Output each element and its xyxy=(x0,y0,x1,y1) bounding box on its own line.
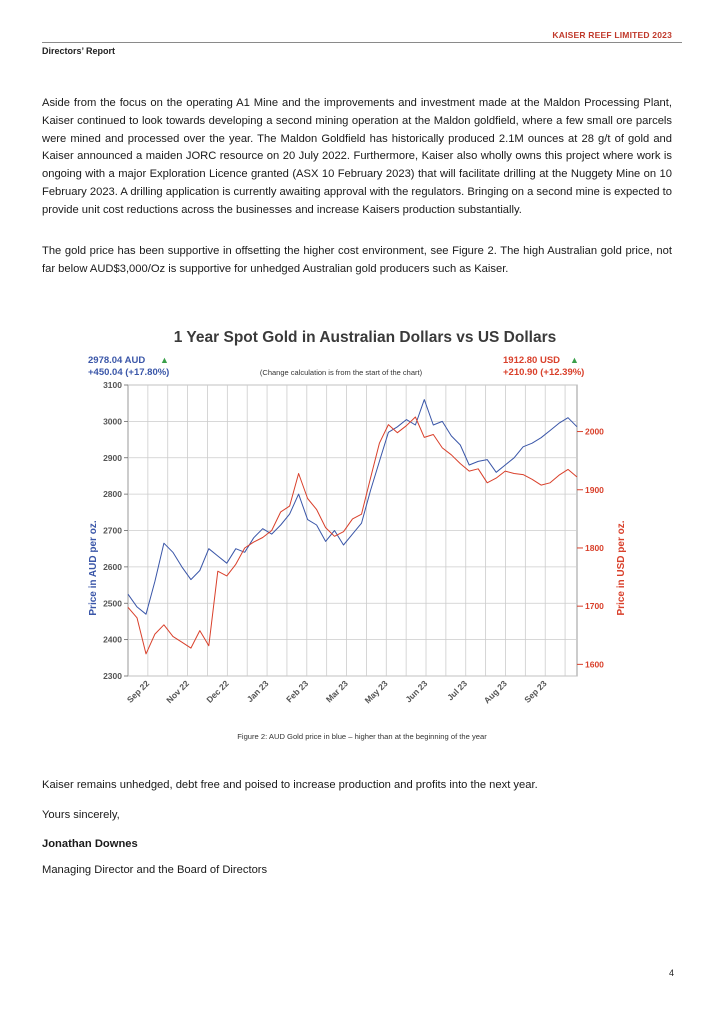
x-tick-label: Aug 23 xyxy=(481,678,509,706)
x-tick-label: Sep 22 xyxy=(124,678,152,705)
valediction: Yours sincerely, xyxy=(42,809,120,821)
x-tick-label: Feb 23 xyxy=(284,678,311,705)
y2-tick-label: 1600 xyxy=(585,659,604,670)
signer-role: Managing Director and the Board of Directors xyxy=(42,864,268,876)
aud-up-arrow-icon: ▲ xyxy=(160,355,169,365)
x-tick-label: Nov 22 xyxy=(164,678,192,706)
x-tick-label: Jan 23 xyxy=(244,678,271,705)
x-tick-label: Jun 23 xyxy=(403,678,430,705)
signer-name: Jonathan Downes xyxy=(42,838,138,850)
y-tick-label: 2400 xyxy=(103,634,122,645)
closing-statement: Kaiser remains unhedged, debt free and poised to increase production and profits into the next year. xyxy=(42,779,538,791)
y-tick-label: 2700 xyxy=(103,525,122,536)
paragraph-maldon: Aside from the focus on the operating A1 Mine and the improvements and investment made at the Maldon Processing Plant, Kaiser continued to look towards developing a second mining operation at the Maldon goldfield, where a few small ore parcels were mined and processed over the year. The Maldon Goldfield has historically produced 2.1M ounces at 28 g/t of gold and Kaiser announced a maiden JORC resource on 20 July 2022. Furthermore, Kaiser also wholly owns this project where work is ongoing with a major Exploration Licence granted (ASX 10 February 2023) that will facilitate drilling at the Nuggety Mine on 10 February 2023. A drilling application is currently awaiting approval with the regulators. Bringing on a second mine is expected to provide unit cost reductions across the businesses and increase Kaisers production substantially. xyxy=(42,97,672,216)
chart-svg xyxy=(84,318,646,714)
page-number: 4 xyxy=(668,968,674,978)
x-tick-label: Jul 23 xyxy=(445,678,470,703)
header-rule xyxy=(42,42,682,43)
usd-price-readout: 1912.80 USD xyxy=(503,355,561,366)
x-tick-label: May 23 xyxy=(362,678,390,706)
usd-up-arrow-icon: ▲ xyxy=(570,355,579,365)
usd-change-readout: +210.90 (+12.39%) xyxy=(503,367,585,378)
x-tick-label: Mar 23 xyxy=(323,678,350,705)
aud-price-readout: 2978.04 AUD xyxy=(88,355,146,366)
y-axis-label-usd: Price in USD per oz. xyxy=(616,520,627,616)
y-tick-label: 3000 xyxy=(103,416,122,427)
y2-tick-label: 2000 xyxy=(585,426,604,437)
chart-title: 1 Year Spot Gold in Australian Dollars vs US Dollars xyxy=(173,329,557,346)
gold-price-chart xyxy=(84,318,646,714)
y-axis-label-aud: Price in AUD per oz. xyxy=(88,520,99,616)
y-tick-label: 2600 xyxy=(103,561,122,572)
figure-caption: Figure 2: AUD Gold price in blue – higher than at the beginning of the year xyxy=(237,732,487,741)
section-title: Directors’ Report xyxy=(42,46,116,56)
paragraph-gold-price: The gold price has been supportive in offsetting the higher cost environment, see Figure 2. The high Australian gold price, not far below AUD$3,000/Oz is supportive for unhedged Australian gold producers such as Kaiser. xyxy=(42,245,672,275)
x-tick-label: Sep 23 xyxy=(522,678,549,705)
y2-tick-label: 1800 xyxy=(585,542,604,553)
y-tick-label: 3100 xyxy=(103,380,122,390)
y2-tick-label: 1900 xyxy=(585,484,604,495)
chart-subtitle: (Change calculation is from the start of the chart) xyxy=(259,368,423,377)
y-tick-label: 2500 xyxy=(103,598,122,609)
y-tick-label: 2900 xyxy=(103,452,122,463)
x-tick-label: Dec 22 xyxy=(204,678,231,705)
aud-change-readout: +450.04 (+17.80%) xyxy=(88,367,170,378)
y-tick-label: 2300 xyxy=(103,671,122,681)
company-header: KAISER REEF LIMITED 2023 xyxy=(552,30,672,40)
y-tick-label: 2800 xyxy=(103,489,122,500)
y2-tick-label: 1700 xyxy=(585,601,604,612)
